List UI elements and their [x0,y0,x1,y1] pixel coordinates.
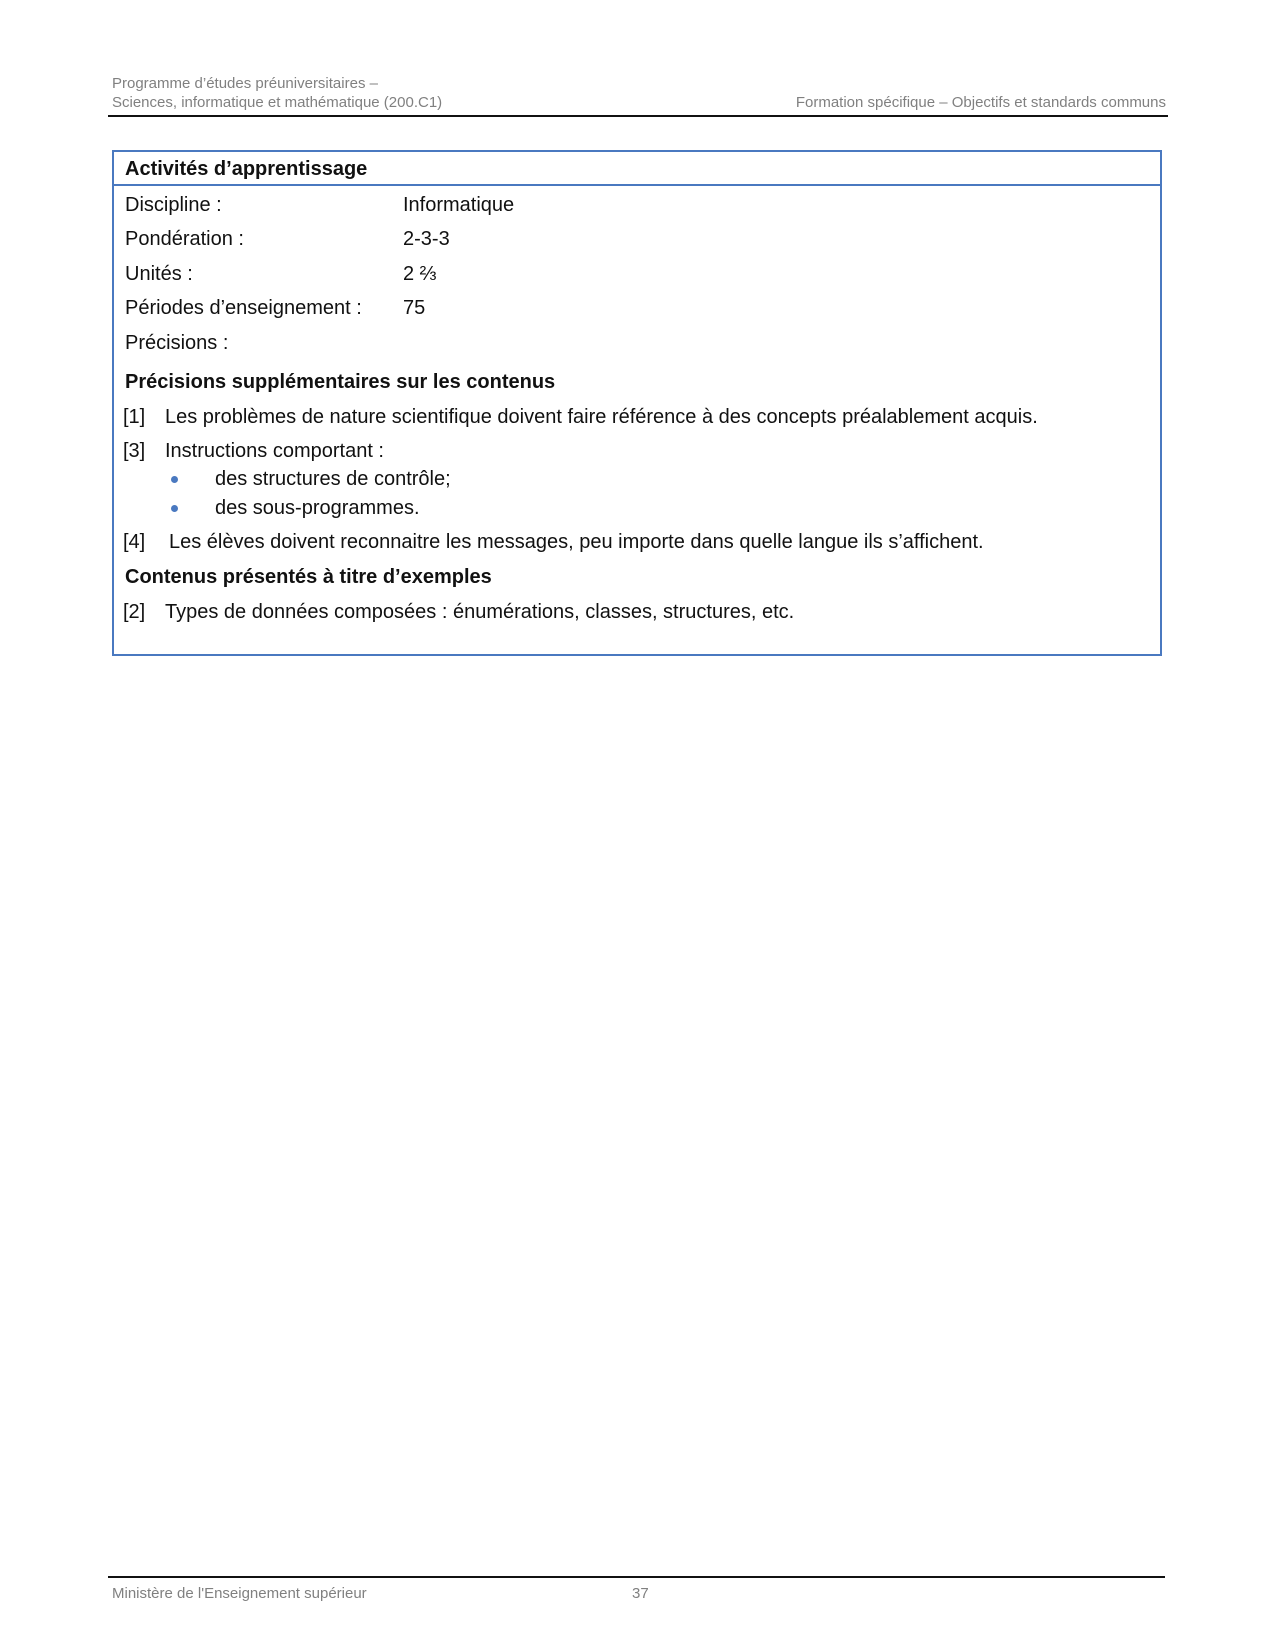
bullet-icon [171,505,178,512]
bullet-text: des structures de contrôle; [215,468,451,490]
list-item [123,403,1038,431]
footer-ministry: Ministère de l'Enseignement supérieur [112,1585,367,1602]
supplementary-heading: Précisions supplémentaires sur les contenus [125,371,556,393]
item-text: Les élèves doivent reconnaitre les messages, peu importe dans quelle langue ils s’affichent. [169,531,984,553]
item-text: Instructions comportant : [165,440,384,462]
section-title: Formation spécifique – Objectifs et standards communs [795,94,1166,111]
field-label: Discipline : [125,194,222,216]
header-divider [108,115,1168,117]
program-line-1: Programme d’études préuniversitaires – [112,75,378,92]
bullet-icon [171,476,178,483]
item-ref: [1] [123,406,146,428]
field-label: Précisions : [125,332,229,354]
field-value: 2-3-3 [403,228,450,250]
learning-activities-box [112,150,1162,656]
field-value: Informatique [403,194,515,216]
field-value: 75 [403,297,426,319]
field-label: Pondération : [125,228,244,250]
field-value: 2 ⅔ [403,263,437,285]
bullet-text: des sous-programmes. [215,497,420,519]
field-label: Unités : [125,263,193,285]
item-ref: [4] [123,531,146,553]
item-ref: [3] [123,440,146,462]
field-label: Périodes d’enseignement : [125,297,362,319]
examples-heading: Contenus présentés à titre d’exemples [125,566,492,588]
item-text: Les problèmes de nature scientifique doivent faire référence à des concepts préalablement acquis. [165,406,1038,428]
item-text: Types de données composées : énumérations, classes, structures, etc. [165,601,795,623]
box-title: Activités d’apprentissage [114,152,1160,186]
footer-divider [108,1576,1165,1578]
list-item [123,598,794,626]
item-ref: [2] [123,601,146,623]
list-item [123,437,384,465]
list-item [123,528,984,556]
page-number: 37 [632,1585,649,1602]
program-title [112,74,442,112]
program-line-2: Sciences, informatique et mathématique (200.C1) [112,94,443,111]
